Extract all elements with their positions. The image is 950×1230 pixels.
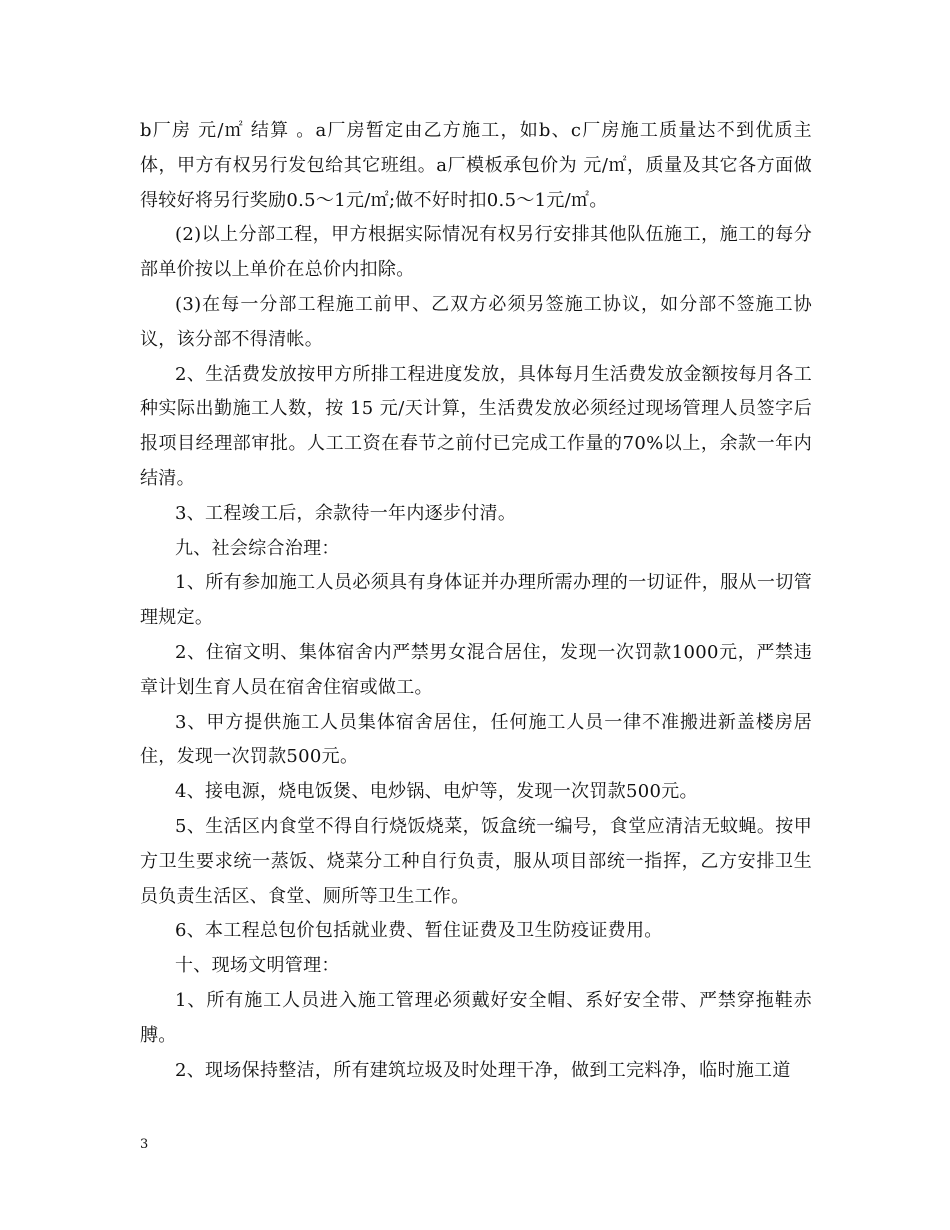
page-number: 3 <box>140 1137 149 1152</box>
paragraph: 1、所有施工人员进入施工管理必须戴好安全帽、系好安全带、严禁穿拖鞋赤膊。 <box>140 989 812 1046</box>
paragraph: b厂房 元/㎡ 结算 。a厂房暂定由乙方施工，如b、c厂房施工质量达不到优质主体，甲方有权另行发包给其它班组。a厂模板承包价为 元/㎡，质量及其它各方面做得较好将另行奖励0.5～1元/㎡;做不好时扣0.5～1元/㎡。 <box>140 120 812 211</box>
section-heading: 十、现场文明管理： <box>175 955 340 977</box>
document-body <box>140 114 812 1088</box>
section-heading: 九、社会综合治理： <box>175 537 340 559</box>
paragraph: (2)以上分部工程，甲方根据实际情况有权另行安排其他队伍施工，施工的每分部单价按以上单价在总价内扣除。 <box>140 224 812 281</box>
paragraph: (3)在每一分部工程施工前甲、乙双方必须另签施工协议，如分部不签施工协议，该分部不得清帐。 <box>140 293 812 350</box>
paragraph: 2、住宿文明、集体宿舍内严禁男女混合居住，发现一次罚款1000元，严禁违章计划生育人员在宿舍住宿或做工。 <box>140 641 812 698</box>
paragraph: 3、甲方提供施工人员集体宿舍居住，任何施工人员一律不准搬进新盖楼房居住，发现一次罚款500元。 <box>140 711 812 768</box>
paragraph: 2、生活费发放按甲方所排工程进度发放，具体每月生活费发放金额按每月各工种实际出勤施工人数，按 15 元/天计算，生活费发放必须经过现场管理人员签字后报项目经理部审批。人工工资在春节之前付已完成工作量的70%以上，余款一年内结清。 <box>140 363 812 489</box>
paragraph: 5、生活区内食堂不得自行烧饭烧菜，饭盒统一编号，食堂应清洁无蚊蝇。按甲方卫生要求统一蒸饭、烧菜分工种自行负责，服从项目部统一指挥，乙方安排卫生员负责生活区、食堂、厕所等卫生工作。 <box>140 815 812 907</box>
paragraph: 6、本工程总包价包括就业费、暂住证费及卫生防疫证费用。 <box>175 920 663 942</box>
paragraph: 4、接电源，烧电饭煲、电炒锅、电炉等，发现一次罚款500元。 <box>175 781 698 803</box>
paragraph: 3、工程竣工后，余款待一年内逐步付清。 <box>175 502 517 524</box>
paragraph: 1、所有参加施工人员必须具有身体证并办理所需办理的一切证件，服从一切管理规定。 <box>140 572 812 629</box>
paragraph: 2、现场保持整洁，所有建筑垃圾及时处理干净，做到工完料净，临时施工道 <box>175 1059 791 1081</box>
